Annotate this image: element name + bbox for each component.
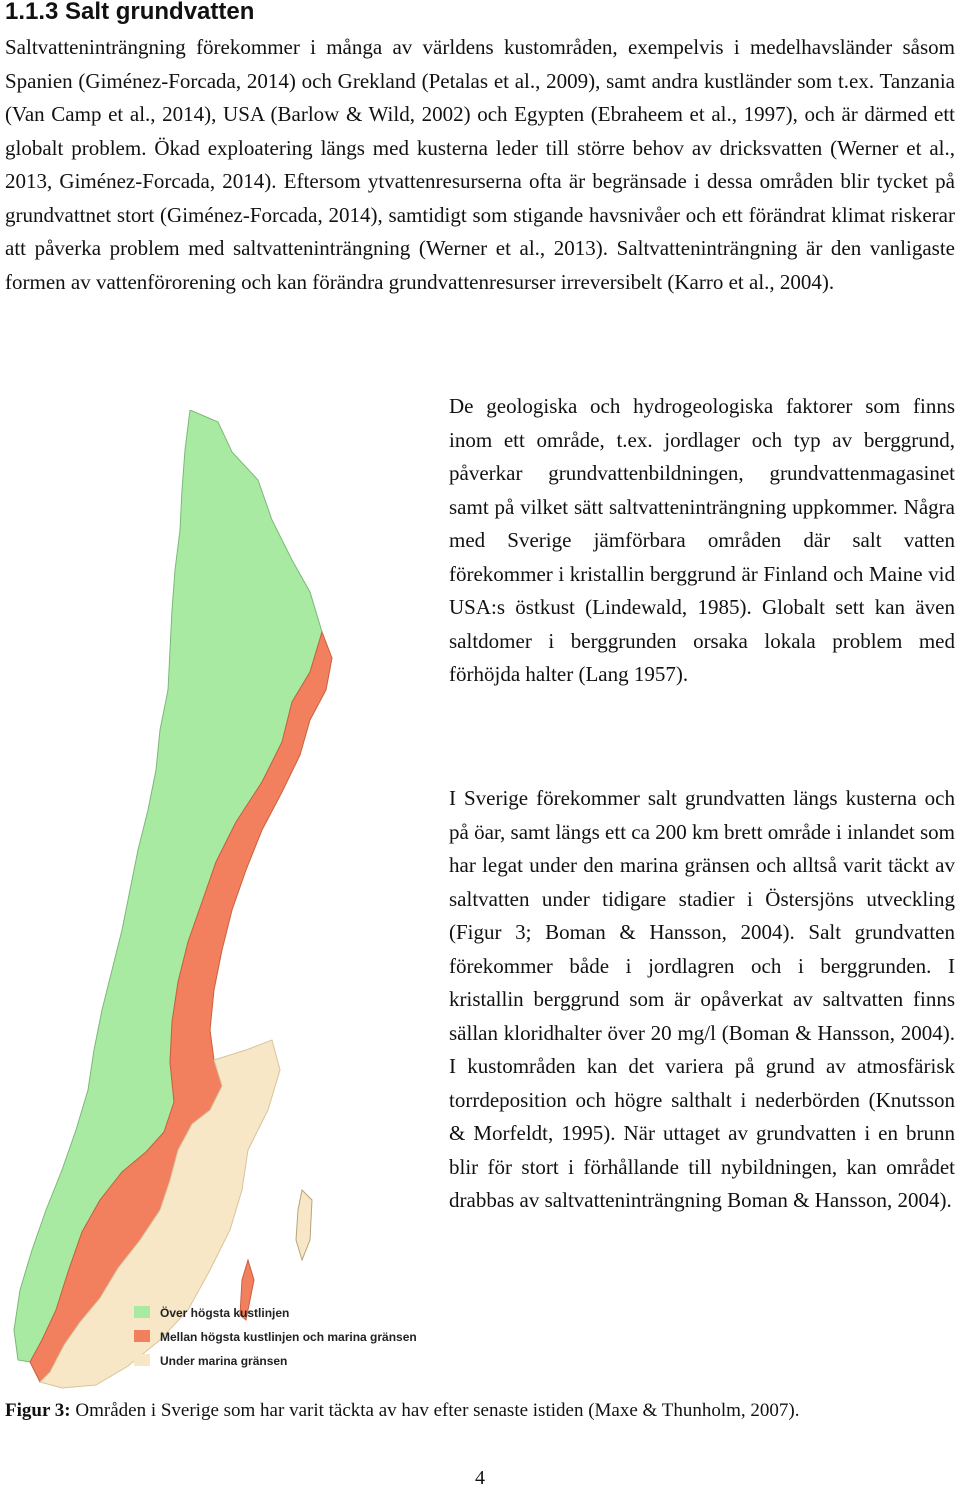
- figure-caption-text: Områden i Sverige som har varit täckta av hav efter senaste istiden (Maxe & Thunholm, 2007).: [70, 1400, 800, 1421]
- legend-label-between-coastline: Mellan högsta kustlinjen och marina gränsen: [160, 1330, 417, 1344]
- paragraph-sweden-salt-groundwater: I Sverige förekommer salt grundvatten längs kusterna och på öar, samt längs ett ca 200 km brett område i inlandet som har legat under den marina gränsen och alltså varit täckt av saltvatten under tidigare stadier i Östersjöns utveckling (Figur 3; Boman & Hansson, 2004). Salt grundvatten förekommer både i jordlagren och i berggrunden. I kristallin berggrund som är opåverkat av saltvatten finns sällan kloridhalter över 20 mg/l (Boman & Hansson, 2004). I kustområden kan det variera på grund av atmosfärisk torrdeposition och högre salthalt i nederbörden (Knutsson & Morfeldt, 1995). När uttaget av grundvatten i en brunn blir för stort i förhållande till nybildningen, kan området drabbas av saltvatteninträngning Boman & Hansson, 2004).: [449, 786, 955, 1212]
- section-heading: 1.1.3 Salt grundvatten: [5, 0, 255, 25]
- legend-label-above-coastline: Över högsta kustlinjen: [160, 1306, 290, 1320]
- paragraph-saltwater-intrusion: Saltvatteninträngning förekommer i många av världens kustområden, exempelvis i medelhavsländer såsom Spanien (Giménez-Forcada, 2014) och Grekland (Petalas et al., 2009), samt andra kustländer som t.ex. Tanzania (Van Camp et al., 2014), USA (Barlow & Wild, 2002) och Egypten (Ebraheem et al., 1997), och är därmed ett globalt problem. Ökad exploatering längs med kusterna leder till större behov av dricksvatten (Werner et al., 2013, Giménez-Forcada, 2014). Eftersom ytvattenresurserna ofta är begränsade i dessa områden blir tycket på grundvattnet stort (Giménez-Forcada, 2014), samtidigt som stigande havsnivåer och ett förändrat klimat riskerar att påverka problem med saltvatteninträngning (Werner et al., 2013). Saltvatteninträngning är den vanligaste formen av vattenförorening och kan förändra grundvattenresurser irreversibelt (Karro et al., 2004).: [5, 35, 955, 294]
- page-number: 4: [475, 1467, 485, 1489]
- sweden-map-image: [10, 410, 450, 1390]
- figure-caption-label: Figur 3:: [5, 1400, 71, 1421]
- figure-caption: [5, 1398, 799, 1424]
- map-island-gotland: [296, 1190, 312, 1260]
- legend-swatch-below-marine-limit: [134, 1354, 150, 1366]
- map-legend: [134, 1305, 417, 1368]
- paragraph-geological-factors: De geologiska och hydrogeologiska faktorer som finns inom ett område, t.ex. jordlager och typ av berggrund, påverkar grundvattenbildningen, grundvattenmagasinet samt på vilket sätt saltvatteninträngning uppkommer. Några med Sverige jämförbara områden där salt vatten förekommer i kristallin berggrund är Finland och Maine vid USA:s östkust (Lindewald, 1985). Globalt sett kan även saltdomer i berggrunden orsaka lokala problem med förhöjda halter (Lang 1957).: [449, 394, 955, 686]
- legend-swatch-above-coastline: [134, 1306, 150, 1318]
- legend-swatch-between-coastline: [134, 1330, 150, 1342]
- figure-sweden-map: [10, 410, 450, 1390]
- legend-label-below-marine-limit: Under marina gränsen: [160, 1354, 288, 1368]
